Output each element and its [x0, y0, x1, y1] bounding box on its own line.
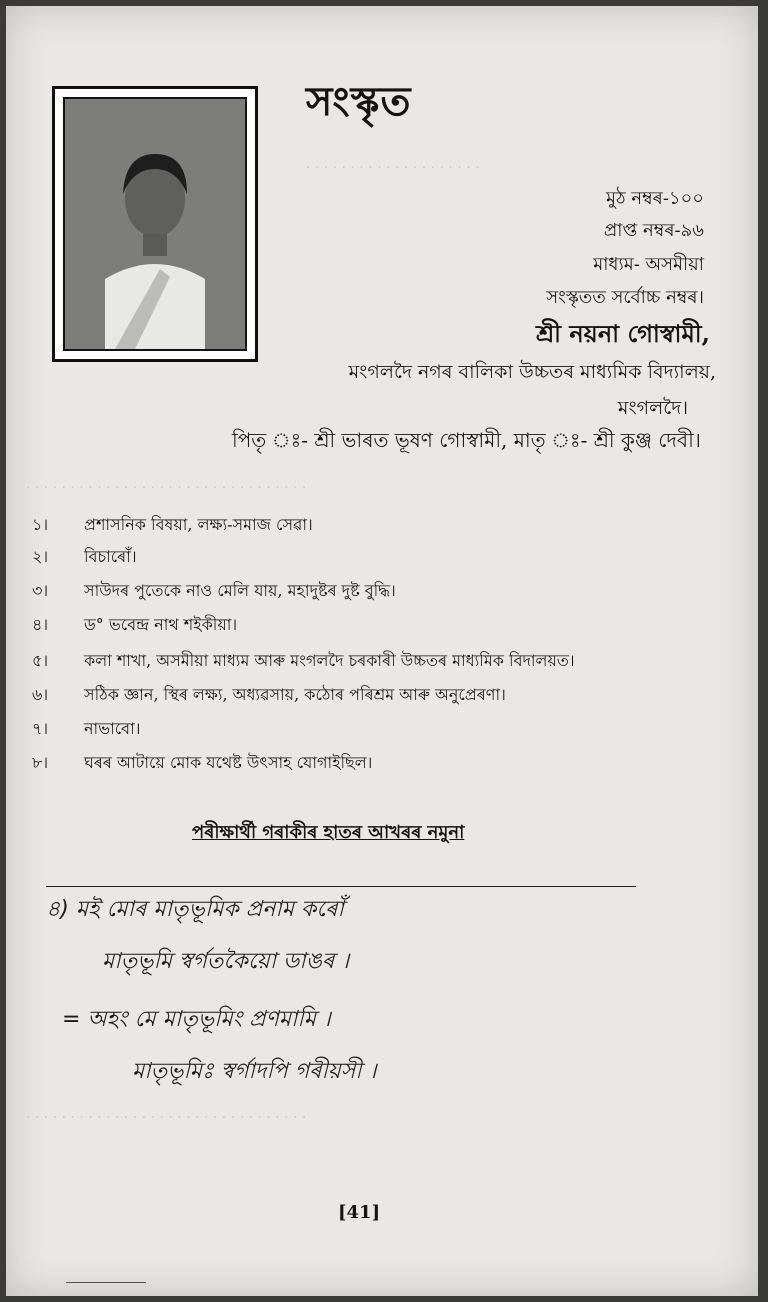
answer-text: কলা শাখা, অসমীয়া মাধ্যম আৰু মংগলদৈ চৰকাৰী উচ্চতৰ মাধ্যমিক বিদালয়ত।	[84, 651, 575, 670]
answer-text: সঠিক জ্ঞান, স্থিৰ লক্ষ্য, অধ্যৱসায়, কঠোৰ পৰিশ্ৰম আৰু অনুপ্ৰেৰণা।	[84, 685, 506, 704]
list-item	[32, 750, 372, 777]
marks-obtained: প্ৰাপ্ত নম্বৰ-৯৬	[603, 220, 704, 241]
bleed-through-text: . . . . . . . . . . . . . . . . . . . . . . . . . . . . . . . .	[26, 1106, 307, 1122]
list-item	[32, 578, 396, 605]
list-item	[32, 648, 575, 675]
answer-text: নাভাবো।	[84, 719, 141, 738]
answer-number: ৬।	[32, 685, 49, 704]
list-item	[32, 612, 237, 639]
list-item	[32, 544, 137, 571]
answer-text: ড° ভবেন্দ্ৰ নাথ শইকীয়া।	[84, 615, 238, 634]
distinction: সংস্কৃতত সৰ্বোচ্চ নম্বৰ।	[546, 287, 704, 308]
bleed-through-text: . . . . . . . . . . . . . . . . . . . . . . . . . . . . . . . .	[26, 476, 307, 492]
medium: মাধ্যম- অসমীয়া	[593, 254, 704, 275]
document-page	[6, 6, 758, 1296]
answer-text: সাউদৰ পুতেকে নাও মেলি যায়, মহাদুষ্টৰ দুষ্ট বুদ্ধি।	[84, 581, 396, 600]
student-photo-frame	[52, 86, 258, 362]
answer-text: প্ৰশাসনিক বিষয়া, লক্ষ্য-সমাজ সেৱা।	[84, 515, 313, 534]
school-place: মংগলদৈ।	[617, 397, 688, 419]
page-number: [41]	[338, 1202, 381, 1223]
answer-text: বিচাৰোঁ।	[84, 547, 137, 566]
divider	[66, 1282, 146, 1283]
parents-line: পিতৃ ঃ- শ্ৰী ভাৰত ভূষণ গোস্বামী, মাতৃ ঃ- শ্ৰী কুঞ্জ দেবী।	[232, 428, 701, 452]
bleed-through-text: . . . . . . . . . . . . . . . . . . . .	[306, 156, 480, 172]
handwriting-line: ৪) মই মোৰ মাতৃভূমিক প্ৰনাম কৰোঁ	[46, 897, 344, 922]
answer-number: ৭।	[32, 719, 49, 738]
school-name: মংগলদৈ নগৰ বালিকা উচ্চতৰ মাধ্যমিক বিদ্যালয়,	[348, 361, 716, 383]
handwriting-sample-heading: পৰীক্ষাৰ্থী গৰাকীৰ হাতৰ আখৰৰ নমুনা	[192, 822, 465, 843]
answer-number: ৮।	[32, 753, 49, 772]
list-item	[32, 716, 140, 743]
answer-number: ১।	[32, 515, 49, 534]
divider	[46, 886, 636, 887]
page-title: সংস্কৃত	[306, 78, 412, 125]
handwriting-line: = অহং মে মাতৃভূমিং প্ৰণমামি ।	[62, 1007, 331, 1032]
answer-number: ৪।	[32, 615, 49, 634]
student-name: শ্ৰী নয়না গোস্বামী,	[536, 319, 710, 348]
list-item	[32, 512, 313, 539]
answer-number: ৩।	[32, 581, 49, 600]
answer-number: ৫।	[32, 651, 49, 670]
list-item	[32, 682, 506, 709]
student-photo	[63, 97, 247, 351]
handwriting-line: মাতৃভূমিঃ স্বৰ্গাদপি গৰীয়সী ।	[132, 1059, 377, 1084]
full-marks: মুঠ নম্বৰ-১০০	[606, 188, 704, 209]
answer-text: ঘৰৰ আটায়ে মোক যথেষ্ট উৎসাহ যোগাইছিল।	[84, 753, 373, 772]
answer-number: ২।	[32, 547, 49, 566]
handwriting-line: মাতৃভূমি স্বৰ্গতকৈয়ো ডাঙৰ ।	[102, 949, 350, 974]
